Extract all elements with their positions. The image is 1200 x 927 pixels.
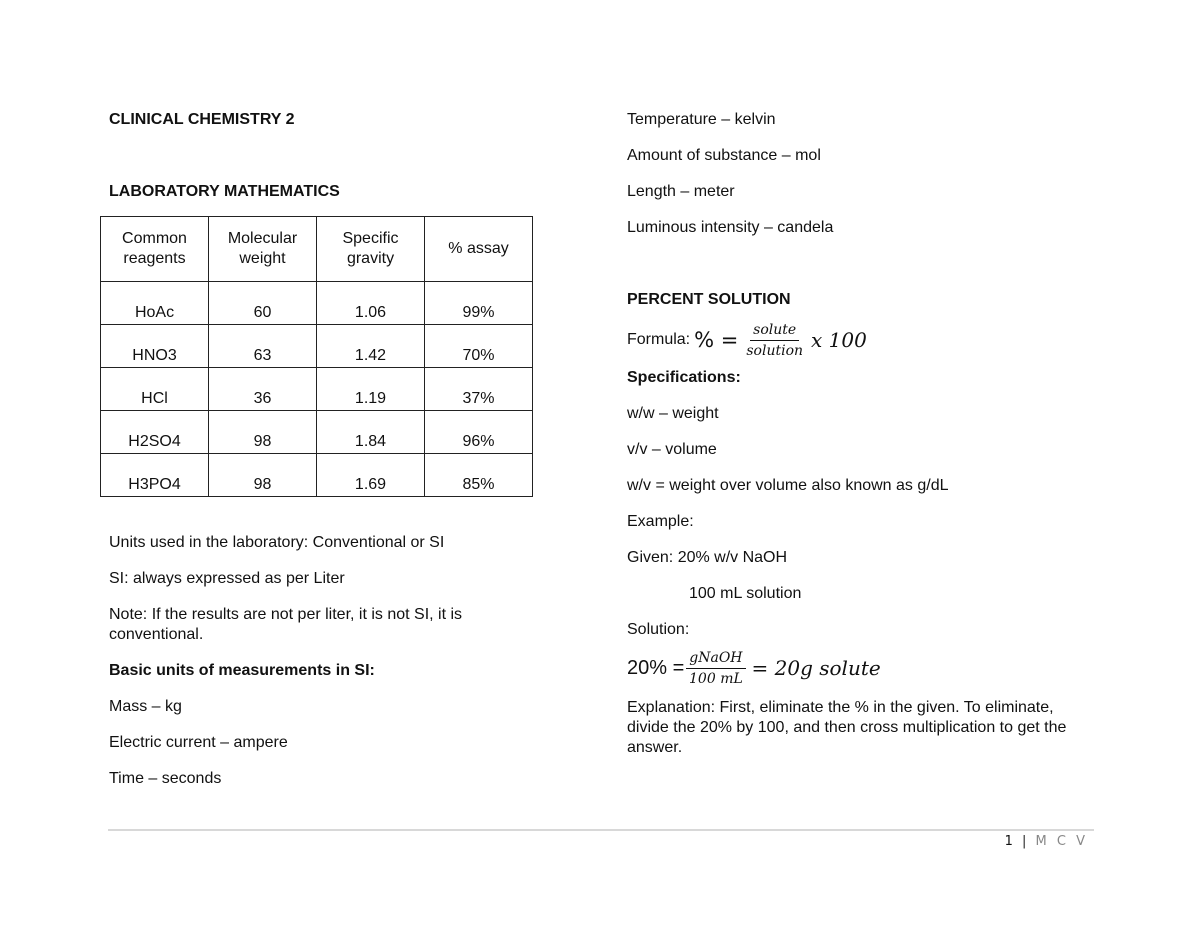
example-result: = 20g solute (751, 656, 881, 680)
percent-formula (627, 314, 1087, 366)
basic-unit-item: Mass – kg (109, 698, 182, 715)
left-column (109, 110, 549, 789)
table-cell: HNO3 (101, 325, 209, 368)
table-cell: 37% (425, 368, 533, 411)
table-cell: 98 (209, 411, 317, 454)
table-cell: 70% (425, 325, 533, 368)
table-cell: 36 (209, 368, 317, 411)
solution-label: Solution: (627, 621, 690, 638)
table-header-cell: % assay (425, 217, 533, 282)
unit-item: Amount of substance – mol (627, 147, 821, 164)
units-line: Units used in the laboratory: Conventional or SI (109, 534, 445, 551)
right-column (627, 110, 1087, 758)
table-cell: 98 (209, 454, 317, 497)
spec-item: w/w – weight (627, 405, 719, 422)
example-fraction (686, 650, 745, 687)
table-row (101, 454, 533, 497)
note-line: Note: If the results are not per liter, it is not SI, it is conventional. (109, 606, 463, 643)
spec-item: v/v – volume (627, 441, 717, 458)
table-cell: 96% (425, 411, 533, 454)
example-label: Example: (627, 513, 694, 530)
example-numerator: gNaOH (686, 650, 745, 669)
table-header-cell: Molecular weight (209, 217, 317, 282)
unit-item: Length – meter (627, 183, 735, 200)
unit-item: Temperature – kelvin (627, 111, 776, 128)
table-header-cell: Specific gravity (317, 217, 425, 282)
footer-separator: | (1022, 834, 1027, 849)
course-title: CLINICAL CHEMISTRY 2 (109, 111, 295, 128)
table-cell: 60 (209, 282, 317, 325)
author-initials: M C V (1035, 834, 1088, 849)
formula-denominator: solution (746, 342, 804, 359)
table-cell: 99% (425, 282, 533, 325)
table-row (101, 325, 533, 368)
given-line: Given: 20% w/v NaOH (627, 549, 788, 566)
given-detail: 100 mL solution (689, 585, 802, 602)
formula-symbol: % = (694, 328, 739, 352)
example-formula (627, 640, 1087, 696)
unit-item: Luminous intensity – candela (627, 219, 834, 236)
example-denominator: 100 mL (689, 670, 743, 687)
table-row (101, 411, 533, 454)
table-cell: 1.84 (317, 411, 425, 454)
table-row (101, 282, 533, 325)
table-cell: 1.42 (317, 325, 425, 368)
reagents-table (100, 216, 533, 497)
table-cell: HCl (101, 368, 209, 411)
formula-tail: x 100 (811, 328, 867, 352)
example-lead: 20% = (627, 656, 685, 679)
page-footer (1005, 834, 1088, 849)
table-cell: 1.69 (317, 454, 425, 497)
page-number: 1 (1004, 834, 1014, 849)
table-cell: H3PO4 (101, 454, 209, 497)
table-header-row (101, 217, 533, 282)
formula-label: Formula: (627, 331, 691, 348)
basic-unit-item: Electric current – ampere (109, 734, 288, 751)
specifications-heading: Specifications: (627, 369, 741, 386)
footer-divider (108, 829, 1094, 831)
section-title: LABORATORY MATHEMATICS (109, 183, 340, 200)
table-cell: 1.19 (317, 368, 425, 411)
spec-item: w/v = weight over volume also known as g/dL (627, 477, 949, 494)
table-cell: 1.06 (317, 282, 425, 325)
table-cell: HoAc (101, 282, 209, 325)
table-header-cell: Common reagents (101, 217, 209, 282)
table-cell: 63 (209, 325, 317, 368)
explanation-text: Explanation: First, eliminate the % in the given. To eliminate, divide the 20% by 100, and then cross multiplication to get the answer. (627, 699, 1067, 756)
table-cell: H2SO4 (101, 411, 209, 454)
si-line: SI: always expressed as per Liter (109, 570, 345, 587)
basic-units-heading: Basic units of measurements in SI: (109, 662, 375, 679)
formula-numerator: solute (750, 322, 799, 341)
table-row (101, 368, 533, 411)
percent-solution-heading: PERCENT SOLUTION (627, 291, 791, 308)
basic-unit-item: Time – seconds (109, 770, 222, 787)
table-cell: 85% (425, 454, 533, 497)
formula-fraction (746, 322, 803, 359)
